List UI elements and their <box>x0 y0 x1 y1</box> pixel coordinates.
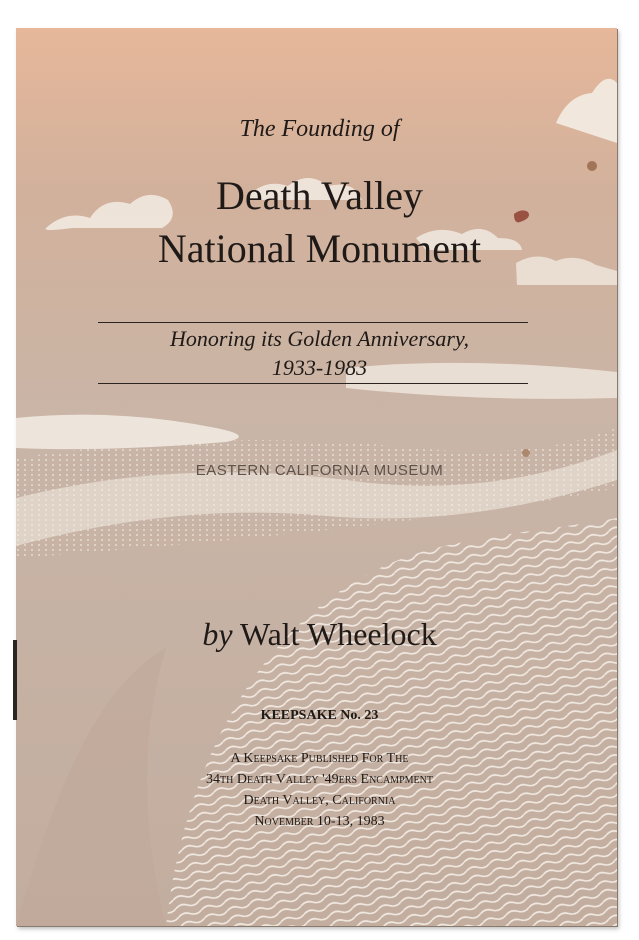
publication-line-2: 34th Death Valley '49ers Encampment <box>206 772 433 787</box>
author-name: Walt Wheelock <box>239 616 437 652</box>
header-line: The Founding of <box>239 116 400 142</box>
museum-stamp: EASTERN CALIFORNIA MUSEUM <box>195 462 444 479</box>
author-line <box>0 616 639 653</box>
top-rule <box>98 322 528 323</box>
publication-line-1: A Keepsake Published For The <box>230 751 409 766</box>
publication-line-3: Death Valley, California <box>243 793 396 808</box>
subtitle-line-1: Honoring its Golden Anniversary, <box>169 326 470 351</box>
bottom-rule <box>98 383 528 384</box>
author-prefix: by <box>202 616 233 652</box>
title-line-1: Death Valley <box>216 173 423 218</box>
title-line-2: National Monument <box>157 226 482 271</box>
publication-line-4: November 10-13, 1983 <box>254 814 385 829</box>
subtitle-line-2: 1933-1983 <box>271 355 368 380</box>
keepsake-number: KEEPSAKE No. 23 <box>260 708 379 723</box>
